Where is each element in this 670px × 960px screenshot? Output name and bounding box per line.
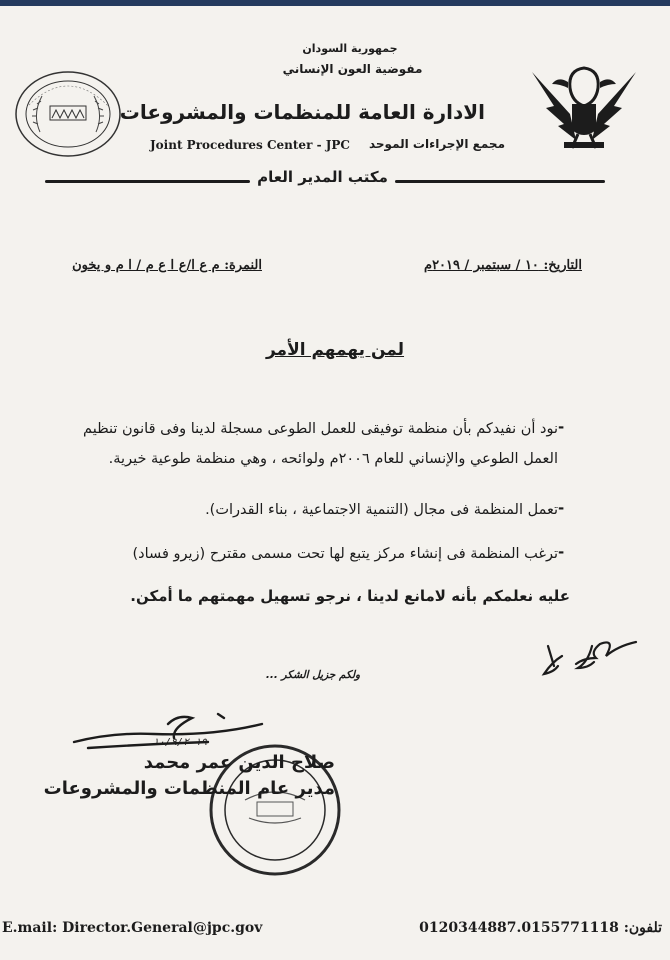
header-office: مكتب المدير العام [257,168,388,186]
closing-thanks: ولكم جزيل الشكر ... [265,669,361,681]
letter-reference: النمرة: م ع ا/ع ا ع م / ا م و يخون [72,258,262,273]
handwritten-date: ١٠/٩/٢٠١٩ [152,737,208,748]
paragraph-conclusion: عليه نعلمكم بأنه لامانع لدينا ، نرجو تسهيل مهمتهم ما أمكن. [130,587,570,605]
footer-phone: تلفون: 0120344887.0155771118 [419,920,662,936]
paragraph-2: تعمل المنظمة فى مجال (التنمية الاجتماعية ، بناء القدرات). [205,502,558,518]
signatory-title: مدير عام المنظمات والمشروعات [43,778,335,799]
bullet-dash: - [558,418,565,436]
national-emblem-icon [524,54,644,158]
initials-signature-icon [532,632,644,680]
paragraph-1-line-2: العمل الطوعي والإنساني للعام ٢٠٠٦م ولوائحه ، وهي منظمة طوعية خيرية. [108,451,558,467]
signatory-name: صلاح الدين عمر محمد [143,752,335,773]
header-divider-left [45,180,250,183]
header-country: جمهورية السودان [302,42,398,55]
footer-email: E.mail: Director.General@jpc.gov [2,920,263,936]
header-commission: مفوضية العون الإنساني [282,62,423,76]
header-center-arabic: مجمع الإجراءات الموحد [368,137,505,151]
header-administration: الادارة العامة للمنظمات والمشروعات [119,100,485,124]
letter-date: التاريخ: ١٠ / سبتمبر / ٢٠١٩م [424,258,582,273]
paragraph-1-line-1: نود أن نفيدكم بأن منظمة توفيقى للعمل الطوعى مسجلة لدينا وفى قانون تنظيم [83,421,558,437]
paragraph-3: ترغب المنظمة فى إنشاء مركز يتبع لها تحت مسمى مقترح (زيرو فساد) [132,546,558,562]
header-divider-right [395,180,605,183]
letter-title: لمن يهمهم الأمر [265,340,405,360]
top-band [0,0,670,6]
bullet-dash: - [558,499,565,517]
commission-seal-icon [14,70,122,158]
bullet-dash: - [558,543,565,561]
header-center-english: Joint Procedures Center - JPC [150,138,350,152]
